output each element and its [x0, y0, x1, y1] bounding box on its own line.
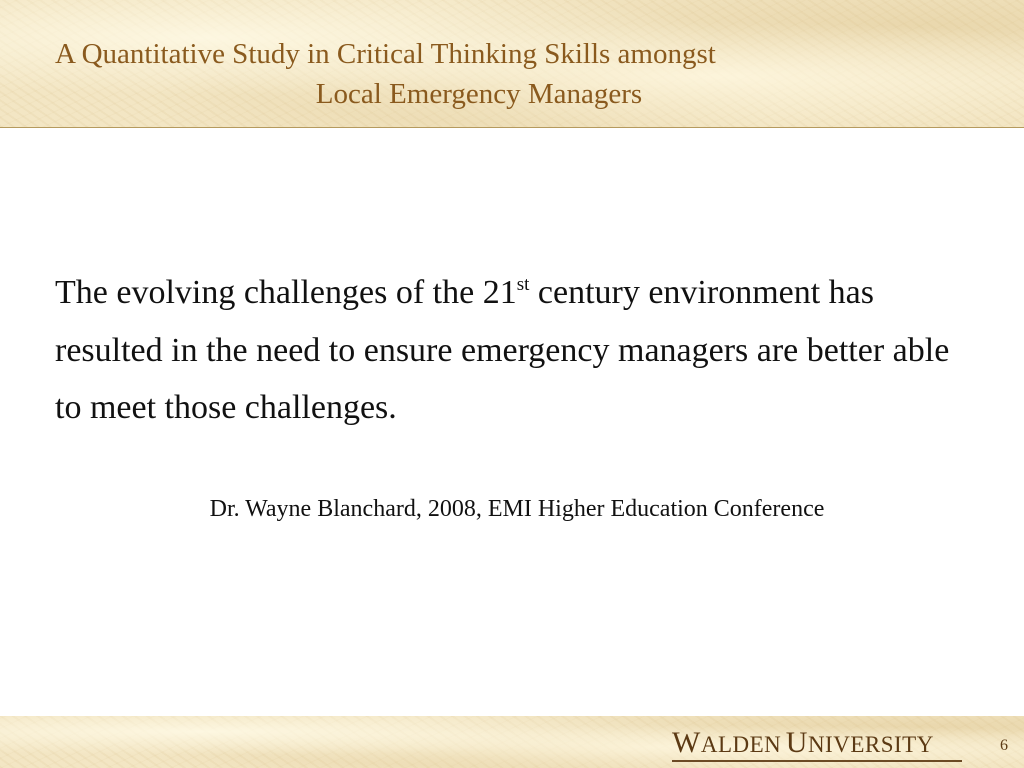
- slide-header: [0, 0, 1024, 128]
- slide-title: [0, 34, 958, 114]
- quote-citation: Dr. Wayne Blanchard, 2008, EMI Higher Education Conference: [209, 496, 825, 522]
- body-quote-superscript: st: [516, 274, 530, 295]
- body-quote-part-1: The evolving challenges of the 21: [55, 274, 517, 311]
- body-quote: [55, 264, 975, 437]
- slide-title-line-1: A Quantitative Study in Critical Thinking Skills amongst: [55, 38, 716, 70]
- slide-title-line-2: Local Emergency Managers: [315, 78, 643, 110]
- walden-university-logo: WALDEN UNIVERSITY: [672, 726, 934, 759]
- page-number: 6: [1000, 737, 1008, 754]
- slide-footer: [0, 716, 1024, 768]
- body-quote-part-2: century environment has resulted in the need to ensure emergency managers are better able to meet those challenges.: [55, 274, 950, 426]
- logo-underline: [672, 760, 962, 762]
